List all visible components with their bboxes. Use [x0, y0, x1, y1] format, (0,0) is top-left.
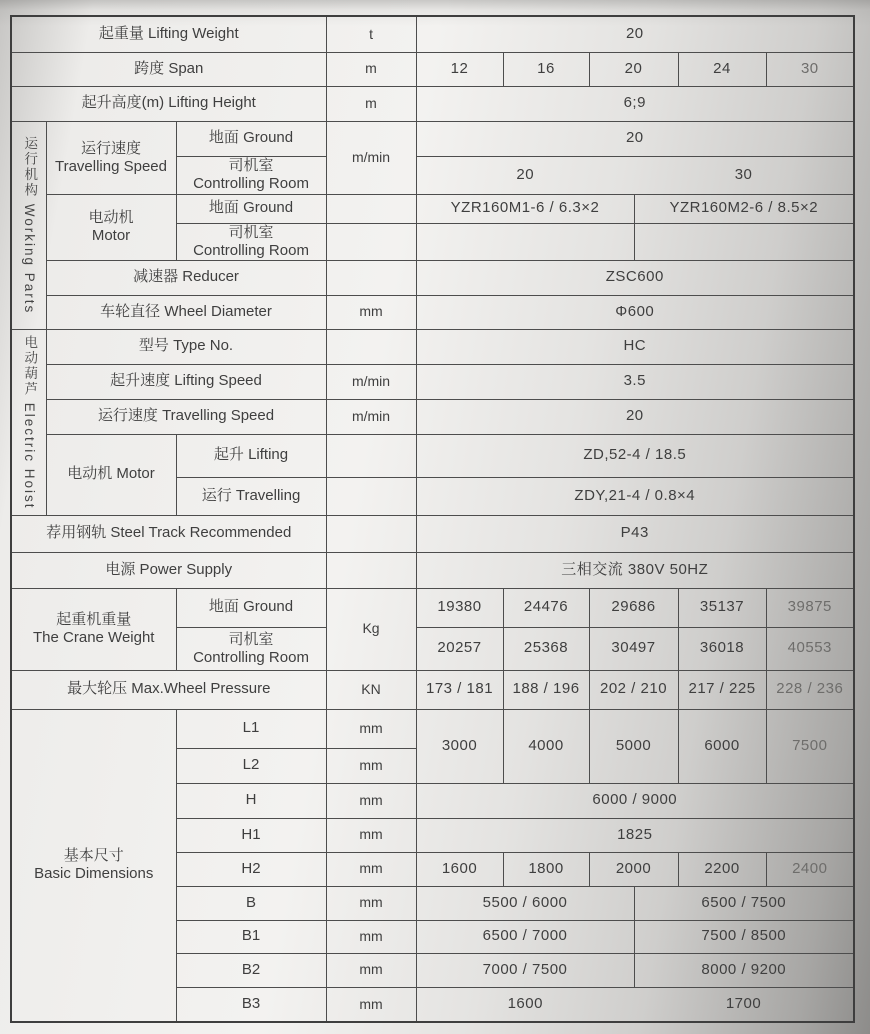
crane-weight-ground-label: 地面 Ground — [176, 588, 326, 627]
dim-b-label: B — [176, 886, 326, 920]
wp-motor-room-unit-empty — [326, 223, 416, 260]
span-value-cell: 16 — [503, 52, 589, 86]
wp-speed-ground-value: 20 — [416, 121, 854, 156]
electric-hoist-section-label: 电动葫芦 Electric Hoist — [11, 329, 46, 515]
wp-travelling-speed-label-zh: 运行速度 — [80, 139, 141, 157]
crane-weight-ground-cell: 39875 — [766, 588, 854, 627]
dim-h2-unit: mm — [326, 852, 416, 886]
max-wheel-pressure-cell: 202 / 210 — [589, 670, 678, 709]
hoist-lifting-speed-label: 起升速度 Lifting Speed — [46, 364, 326, 399]
reducer-value: ZSC600 — [416, 260, 854, 295]
dim-b2-value-right: 8000 / 9200 — [634, 953, 854, 987]
crane-weight-room-label — [176, 627, 326, 670]
wp-travelling-speed-label-en: Travelling Speed — [54, 157, 167, 175]
hoist-lifting-speed-unit: m/min — [326, 364, 416, 399]
wp-motor-label-en: Motor — [91, 227, 131, 244]
dim-h2-cell: 1800 — [503, 852, 589, 886]
span-value-cell: 12 — [416, 52, 503, 86]
lifting-height-label: 起升高度(m) Lifting Height — [11, 86, 326, 121]
wp-speed-room-label — [176, 156, 326, 194]
dim-b-value-right: 6500 / 7500 — [634, 886, 854, 920]
hoist-travelling-speed-label: 运行速度 Travelling Speed — [46, 399, 326, 434]
basic-dimensions-label-en: Basic Dimensions — [34, 865, 154, 883]
dim-h1-label: H1 — [176, 818, 326, 852]
row-dim-l1 — [11, 709, 854, 748]
row-steel-track — [11, 515, 854, 552]
dim-b2-label: B2 — [176, 953, 326, 987]
working-parts-section-label: 运行机构 Working Parts — [11, 121, 46, 329]
crane-spec-table — [10, 15, 855, 1023]
dim-h-unit: mm — [326, 783, 416, 818]
steel-track-label: 荐用钢轨 Steel Track Recommended — [11, 515, 326, 552]
wp-motor-ground-value-right: YZR160M2-6 / 8.5×2 — [634, 194, 854, 223]
row-hoist-motor-lifting — [11, 434, 854, 477]
dim-h2-cell: 1600 — [416, 852, 503, 886]
row-reducer — [11, 260, 854, 295]
span-label: 跨度 Span — [11, 52, 326, 86]
crane-weight-ground-cell: 35137 — [678, 588, 766, 627]
wp-speed-ground-label: 地面 Ground — [176, 121, 326, 156]
dim-b-unit: mm — [326, 886, 416, 920]
hoist-motor-travelling-label: 运行 Travelling — [176, 477, 326, 515]
span-value-cell: 24 — [678, 52, 766, 86]
crane-weight-label-zh: 起重机重量 — [56, 611, 132, 628]
type-no-unit-empty — [326, 329, 416, 364]
wp-speed-room-label-en: Controlling Room — [193, 175, 309, 192]
dim-b3-value-right: 1700 — [634, 987, 854, 1022]
row-span — [11, 52, 854, 86]
wp-speed-room-value-left: 20 — [416, 156, 634, 194]
row-lifting-height — [11, 86, 854, 121]
row-wheel-diameter — [11, 295, 854, 329]
hoist-lifting-speed-value: 3.5 — [416, 364, 854, 399]
dim-b1-value-right: 7500 / 8500 — [634, 920, 854, 953]
row-type-no — [11, 329, 854, 364]
wp-motor-room-label — [176, 223, 326, 260]
dim-b2-unit: mm — [326, 953, 416, 987]
wp-motor-room-label-en: Controlling Room — [193, 241, 309, 259]
power-supply-unit-empty — [326, 552, 416, 588]
dim-b1-label: B1 — [176, 920, 326, 953]
max-wheel-pressure-label: 最大轮压 Max.Wheel Pressure — [11, 670, 326, 709]
wheel-diameter-value: Φ600 — [416, 295, 854, 329]
hoist-motor-lifting-value: ZD,52-4 / 18.5 — [416, 434, 854, 477]
dim-l2-unit: mm — [326, 748, 416, 783]
dim-l1-unit: mm — [326, 709, 416, 748]
dim-l-cell: 4000 — [503, 709, 589, 783]
dim-h2-label: H2 — [176, 852, 326, 886]
wp-speed-room-label-zh: 司机室 — [228, 157, 274, 174]
crane-weight-label — [11, 588, 176, 670]
dim-b3-unit: mm — [326, 987, 416, 1022]
crane-weight-label-en: The Crane Weight — [33, 629, 155, 646]
max-wheel-pressure-cell: 217 / 225 — [678, 670, 766, 709]
row-wp-motor-ground — [11, 194, 854, 223]
dim-h2-cell: 2000 — [589, 852, 678, 886]
dim-h1-value: 1825 — [416, 818, 854, 852]
max-wheel-pressure-unit: KN — [326, 670, 416, 709]
wp-motor-room-value-left-empty — [416, 223, 634, 260]
row-lifting-weight — [11, 16, 854, 52]
crane-weight-room-cell: 20257 — [416, 627, 503, 670]
dim-b2-value-left: 7000 / 7500 — [416, 953, 634, 987]
wheel-diameter-unit: mm — [326, 295, 416, 329]
type-no-value: HC — [416, 329, 854, 364]
dim-b-value-left: 5500 / 6000 — [416, 886, 634, 920]
steel-track-value: P43 — [416, 515, 854, 552]
dim-l-cell: 6000 — [678, 709, 766, 783]
crane-weight-room-cell: 40553 — [766, 627, 854, 670]
crane-weight-unit: Kg — [326, 588, 416, 670]
dim-h-value: 6000 / 9000 — [416, 783, 854, 818]
power-supply-value: 三相交流 380V 50HZ — [416, 552, 854, 588]
wp-motor-room-value-right-empty — [634, 223, 854, 260]
crane-weight-room-label-en: Controlling Room — [193, 648, 309, 666]
lifting-height-value: 6;9 — [416, 86, 854, 121]
dim-l-cell: 5000 — [589, 709, 678, 783]
hoist-motor-travelling-value: ZDY,21-4 / 0.8×4 — [416, 477, 854, 515]
dim-h2-cell: 2400 — [766, 852, 854, 886]
type-no-label: 型号 Type No. — [46, 329, 326, 364]
wp-motor-label — [46, 194, 176, 260]
max-wheel-pressure-cell: 228 / 236 — [766, 670, 854, 709]
row-max-wheel-pressure — [11, 670, 854, 709]
hoist-motor-lifting-label: 起升 Lifting — [176, 434, 326, 477]
dim-h-label: H — [176, 783, 326, 818]
dim-b3-value-left: 1600 — [416, 987, 634, 1022]
dim-l1-label: L1 — [176, 709, 326, 748]
max-wheel-pressure-cell: 173 / 181 — [416, 670, 503, 709]
wp-motor-label-zh: 电动机 — [88, 209, 134, 226]
span-value-cell: 30 — [766, 52, 854, 86]
power-supply-label: 电源 Power Supply — [11, 552, 326, 588]
crane-weight-ground-cell: 29686 — [589, 588, 678, 627]
lifting-height-unit: m — [326, 86, 416, 121]
row-crane-weight-ground — [11, 588, 854, 627]
crane-weight-room-cell: 30497 — [589, 627, 678, 670]
crane-weight-room-label-zh: 司机室 — [228, 630, 274, 648]
row-hoist-travelling-speed — [11, 399, 854, 434]
lifting-weight-label: 起重量 Lifting Weight — [11, 16, 326, 52]
crane-weight-ground-cell: 19380 — [416, 588, 503, 627]
wp-motor-ground-unit-empty — [326, 194, 416, 223]
row-power-supply — [11, 552, 854, 588]
crane-weight-room-cell: 25368 — [503, 627, 589, 670]
reducer-label: 减速器 Reducer — [46, 260, 326, 295]
hoist-travelling-speed-unit: m/min — [326, 399, 416, 434]
lifting-weight-value: 20 — [416, 16, 854, 52]
span-unit: m — [326, 52, 416, 86]
wp-motor-room-label-zh: 司机室 — [228, 223, 274, 241]
span-value-cell: 20 — [589, 52, 678, 86]
max-wheel-pressure-cell: 188 / 196 — [503, 670, 589, 709]
lifting-weight-unit: t — [326, 16, 416, 52]
dim-h1-unit: mm — [326, 818, 416, 852]
hoist-travelling-speed-value: 20 — [416, 399, 854, 434]
wp-speed-room-value-right: 30 — [634, 156, 854, 194]
dim-b1-unit: mm — [326, 920, 416, 953]
row-hoist-lifting-speed — [11, 364, 854, 399]
hoist-motor-lifting-unit-empty — [326, 434, 416, 477]
steel-track-unit-empty — [326, 515, 416, 552]
wp-travelling-speed-label — [46, 121, 176, 194]
crane-weight-ground-cell: 24476 — [503, 588, 589, 627]
dim-l-cell: 3000 — [416, 709, 503, 783]
dim-l2-label: L2 — [176, 748, 326, 783]
hoist-motor-label: 电动机 Motor — [46, 434, 176, 515]
dim-b3-label: B3 — [176, 987, 326, 1022]
wp-motor-ground-value-left: YZR160M1-6 / 6.3×2 — [416, 194, 634, 223]
dim-b1-value-left: 6500 / 7000 — [416, 920, 634, 953]
dim-h2-cell: 2200 — [678, 852, 766, 886]
basic-dimensions-label-zh: 基本尺寸 — [63, 847, 124, 865]
basic-dimensions-label — [11, 709, 176, 1022]
row-wp-speed-ground — [11, 121, 854, 156]
dim-l-cell: 7500 — [766, 709, 854, 783]
hoist-motor-travelling-unit-empty — [326, 477, 416, 515]
wp-motor-ground-label: 地面 Ground — [176, 194, 326, 223]
reducer-unit-empty — [326, 260, 416, 295]
wp-speed-unit: m/min — [326, 121, 416, 194]
wheel-diameter-label: 车轮直径 Wheel Diameter — [46, 295, 326, 329]
crane-weight-room-cell: 36018 — [678, 627, 766, 670]
